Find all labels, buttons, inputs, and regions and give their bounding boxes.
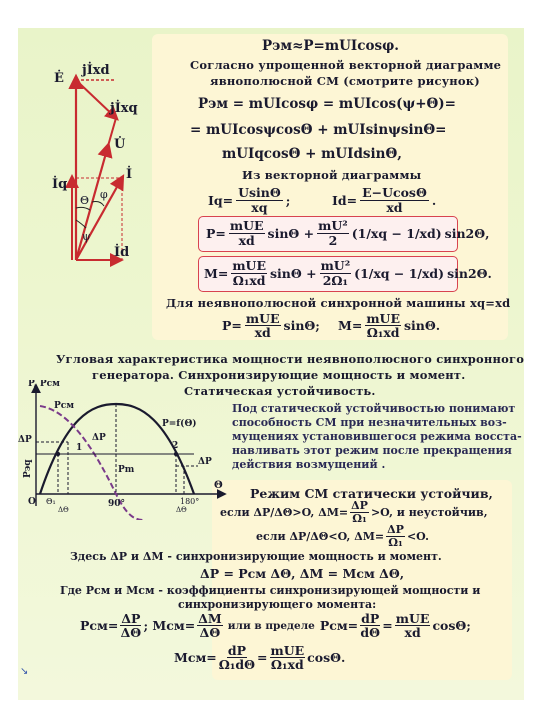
f1-frac3-num: dP — [361, 611, 380, 626]
label-Id: İd — [114, 245, 130, 260]
f1-end: cosΘ; — [432, 618, 471, 633]
angle-psi-arc — [76, 220, 86, 228]
iq-numerator: UsinΘ — [238, 185, 281, 200]
stable-heading: Режим СМ статически устойчив, — [250, 486, 493, 501]
f1-frac3-den: dΘ — [360, 625, 381, 640]
f1-mid: ; Mсм= — [143, 618, 196, 633]
nonsalient-heading: Для неявнополюсной синхронной машины xq=xd — [166, 296, 511, 310]
dP-left-label: ΔP — [18, 435, 32, 445]
coefficient-formulas — [80, 612, 471, 639]
boxM-frac1 — [231, 259, 267, 288]
boxM-frac1-num: mUE — [232, 258, 266, 273]
final-P-lhs: P= — [222, 318, 242, 333]
id-formula: Id= $\frac{E-Ucos\Theta}{xd}$ . — [332, 185, 437, 215]
dtheta-right-label: ΔΘ — [176, 506, 187, 514]
label-jIxq: jİxq — [110, 101, 138, 116]
final-M-num: mUE — [366, 311, 400, 326]
final-M-den: Ω₁xd — [366, 325, 400, 340]
final-P-den: xd — [254, 325, 271, 340]
delta-definitions: ΔP = Pсм ΔΘ, ΔM = Mсм ΔΘ, — [200, 566, 405, 581]
pcm-label: Pсм — [54, 401, 75, 411]
final-P-fraction — [245, 312, 281, 339]
description-line-4: навливать этот режим после прекращения — [232, 444, 512, 457]
intro-line-1: Согласно упрощенной векторной диаграмме — [190, 58, 502, 72]
final-P-num: mUE — [245, 311, 280, 326]
unstable-condition — [256, 524, 429, 549]
dP-right-label: ΔP — [198, 457, 212, 467]
unstable-den: Ω₁ — [388, 536, 403, 549]
f1-frac1 — [120, 612, 141, 639]
f1-lhs2: Pсм= — [319, 618, 359, 633]
boxM-frac2-den: 2Ω₁ — [322, 273, 349, 288]
f1-frac3 — [360, 612, 380, 639]
boxM-lhs: M= — [204, 266, 229, 281]
iq-denominator: xq — [251, 200, 268, 215]
f2-eq: = — [257, 650, 268, 665]
sync-definition: Здесь ΔP и ΔM - синхронизирующие мощность и момент. — [70, 550, 442, 563]
f1-frac1-den: ΔΘ — [120, 625, 142, 640]
f2-frac1-num: dP — [227, 643, 246, 658]
point-2 — [174, 452, 178, 456]
stable-fraction — [350, 500, 369, 525]
torque-coefficient-formula — [174, 644, 345, 671]
f1-frac2 — [197, 612, 223, 639]
peq-label: Pэq — [23, 459, 33, 478]
deg180-label: 180° — [180, 497, 200, 506]
boxP-frac1 — [229, 219, 265, 248]
unstable-fraction — [386, 524, 405, 549]
coefficient-line-1: Где Pсм и Mсм - коэффициенты синхронизирующей мощности и — [60, 584, 481, 597]
id-fraction — [360, 186, 429, 215]
boxP-frac2 — [317, 219, 349, 248]
id-lhs: Id= — [332, 193, 358, 208]
f1-eq: = — [382, 618, 393, 633]
f1-frac1-num: ΔP — [121, 611, 141, 626]
label-E: Ė — [54, 71, 64, 86]
intro-line-2: явнополюсной СМ (смотрите рисунок) — [210, 74, 480, 88]
label-U: U̇ — [114, 137, 126, 152]
final-M-end: sinΘ. — [403, 318, 441, 333]
dP-mid-label: ΔP — [92, 433, 106, 443]
section-title-1: Угловая характеристика мощности неявнополюсного синхронного — [56, 352, 525, 366]
final-power-formula — [222, 312, 320, 339]
description-line-2: способность СМ при незначительных воз- — [232, 416, 507, 429]
unstable-post: <O. — [406, 530, 429, 543]
boxP-frac1-num: mUE — [229, 218, 264, 233]
corner-mark-icon: ↘ — [20, 666, 29, 677]
f2-frac1 — [219, 644, 255, 671]
axis-y-label: P, Pсм — [28, 380, 60, 389]
stable-den: Ω₁ — [352, 512, 367, 525]
boxM-end: sin2Θ. — [447, 266, 492, 281]
pf-label: P=f(Θ) — [162, 419, 197, 429]
from-diagram-heading: Из векторной диаграммы — [242, 168, 422, 182]
id-denominator: xd — [386, 200, 403, 215]
torque-formula — [204, 259, 492, 288]
deg90-label: 90° — [108, 499, 126, 509]
section-title-3: Статическая устойчивость. — [184, 384, 376, 398]
theta1-label: Θ₁ — [46, 497, 56, 506]
stable-num: ΔP — [351, 499, 368, 512]
label-jIxd: jİxd — [82, 63, 110, 78]
pm-label: Pm — [118, 465, 135, 475]
boxP-mid: sinΘ + — [267, 226, 315, 241]
origin-label: O — [28, 497, 36, 507]
boxP-frac2-num: mU² — [318, 218, 348, 233]
formula-power: Pэм≈P=mUIcosφ. — [262, 38, 399, 54]
f2-end: cosΘ. — [307, 650, 346, 665]
boxP-end: sin2Θ, — [444, 226, 490, 241]
stable-condition — [220, 500, 488, 525]
final-M-fraction — [365, 312, 401, 339]
label-psi: ψ — [82, 230, 91, 243]
description-line-5: действия возмущений . — [232, 458, 386, 471]
description-line-1: Под статической устойчивостью понимают — [232, 402, 516, 415]
dtheta-left-label: ΔΘ — [58, 506, 69, 514]
final-M-lhs: M= — [338, 318, 363, 333]
f1-limit: или в пределе — [227, 619, 315, 632]
angle-theta-arc — [76, 207, 90, 210]
stable-pre: если ΔP/ΔΘ>O, ΔM= — [220, 506, 349, 519]
final-torque-formula — [338, 312, 440, 339]
f1-frac4-den: xd — [404, 625, 421, 640]
boxM-frac2-num: mU² — [320, 258, 351, 273]
label-theta: Θ — [80, 194, 90, 207]
unstable-num: ΔP — [387, 523, 404, 536]
boxP-lhs: P= — [206, 226, 226, 241]
final-P-end: sinΘ; — [283, 318, 320, 333]
angle-phi-arc — [92, 202, 104, 207]
f1-frac2-num: ΔM — [198, 611, 222, 626]
boxM-paren: (1/xq − 1/xd) — [354, 266, 445, 281]
equation-2: = mUIcosψcosΘ + mUIsinψsinΘ= — [190, 122, 447, 138]
description-line-3: мущениях установившегося режима восста- — [232, 430, 522, 443]
equation-3: mUIqcosΘ + mUIdsinΘ, — [222, 146, 402, 162]
phasor-diagram — [52, 60, 152, 272]
boxP-frac1-den: xd — [238, 233, 255, 248]
f2-frac1-den: Ω₁dΘ — [218, 657, 256, 672]
label-I: İ — [126, 167, 133, 182]
iq-fraction — [236, 186, 283, 215]
iq-lhs: Iq= — [208, 193, 234, 208]
boxM-mid: sinΘ + — [269, 266, 317, 281]
stable-post: >O, и неустойчив, — [370, 506, 488, 519]
power-formula — [206, 219, 489, 248]
f1-frac2-den: ΔΘ — [199, 625, 221, 640]
point-2-label: 2 — [172, 441, 179, 451]
section-title-2: генератора. Синхронизирующие мощность и момент. — [92, 368, 466, 382]
f1-frac4-num: mUE — [395, 611, 430, 626]
f2-lhs: Mсм= — [174, 650, 217, 665]
f1-frac4 — [395, 612, 431, 639]
boxM-frac2 — [320, 259, 352, 288]
unstable-pre: если ΔP/ΔΘ<O, ΔM= — [256, 530, 385, 543]
boxP-frac2-den: 2 — [328, 233, 338, 248]
coefficient-line-2: синхронизирующего момента: — [178, 598, 377, 611]
f1-lhs: Pсм= — [80, 618, 119, 633]
theta-axis-label: Θ — [214, 480, 223, 491]
point-1 — [56, 452, 60, 456]
equation-1: Pэм = mUIcosφ = mUIcos(ψ+Θ)= — [198, 96, 456, 112]
iq-formula: Iq= $\frac{Usin\Theta}{xq}$ ; — [208, 185, 291, 215]
label-Iq: İq — [52, 177, 68, 192]
f2-frac2-num: mUE — [270, 643, 305, 658]
power-angle-graph — [18, 380, 230, 520]
label-phi: φ — [100, 188, 108, 201]
boxM-frac1-den: Ω₁xd — [232, 273, 266, 288]
f2-frac2 — [270, 644, 306, 671]
point-1-label: 1 — [76, 443, 83, 453]
f2-frac2-den: Ω₁xd — [270, 657, 304, 672]
power-curve — [40, 404, 194, 494]
boxP-paren: (1/xq − 1/xd) — [351, 226, 442, 241]
id-numerator: E−UcosΘ — [362, 185, 427, 200]
